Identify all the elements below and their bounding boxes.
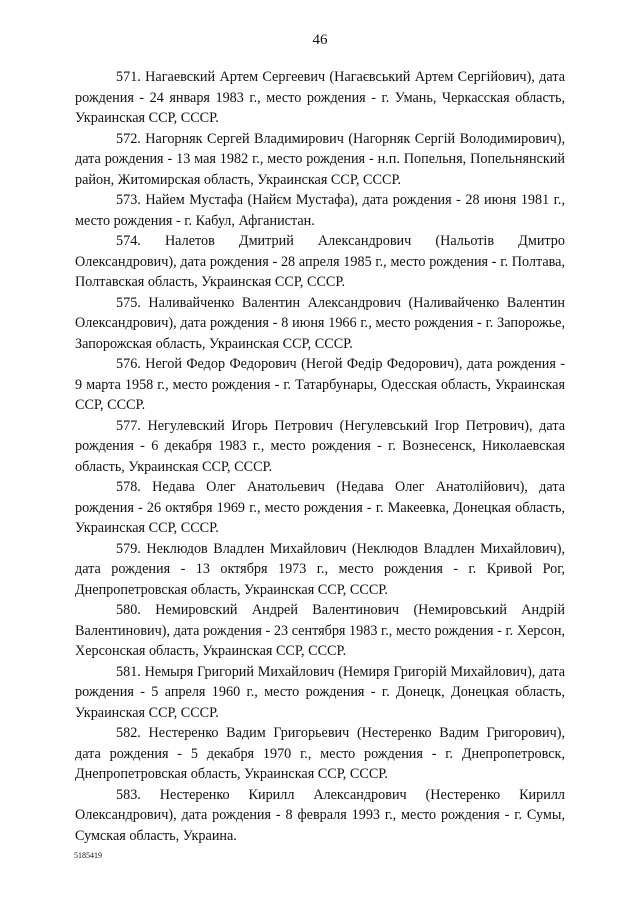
list-item: 574. Налетов Дмитрий Александрович (Нальотів Дмитро Олександрович), дата рождения - 28 апреля 1985 г., место рождения - г. Полтава, Полтавская область, Украинская ССР, СССР.: [75, 233, 565, 290]
list-item: 582. Нестеренко Вадим Григорьевич (Нестеренко Вадим Григорович), дата рождения - 5 декабря 1970 г., место рождения - г. Днепропетровск, Днепропетровская область, Украинская ССР, СССР.: [75, 725, 565, 782]
list-item: 577. Негулевский Игорь Петрович (Негулевський Ігор Петрович), дата рождения - 6 декабря 1983 г., место рождения - г. Вознесенск, Николаевская область, Украинская ССР, СССР.: [75, 417, 565, 475]
list-item: 573. Найем Мустафа (Найєм Мустафа), дата рождения - 28 июня 1981 г., место рождения - г. Кабул, Афганистан.: [75, 192, 565, 229]
document-code: 5185419: [74, 851, 102, 860]
list-item: 580. Немировский Андрей Валентинович (Немировський Андрій Валентинович), дата рождения - 23 сентября 1983 г., место рождения - г. Херсон, Херсонская область, Украинская ССР, СССР.: [75, 602, 565, 659]
list-item: 575. Наливайченко Валентин Александрович (Наливайченко Валентин Олександрович), дата рождения - 8 июня 1966 г., место рождения - г. Запорожье, Запорожская область, Украинская ССР, СССР.: [75, 294, 565, 352]
entry-list: [75, 67, 565, 846]
list-item: 572. Нагорняк Сергей Владимирович (Нагорняк Сергій Володимирович), дата рождения - 13 мая 1982 г., место рождения - н.п. Попельня, Попельнянский район, Житомирская область, Украинская ССР, СССР.: [75, 130, 565, 188]
list-item: 579. Неклюдов Владлен Михайлович (Неклюдов Владлен Михайлович), дата рождения - 13 октября 1973 г., место рождения - г. Кривой Рог, Днепропетровская область, Украинская ССР, СССР.: [75, 540, 565, 598]
list-item: 578. Недава Олег Анатольевич (Недава Олег Анатолійович), дата рождения - 26 октября 1969 г., место рождения - г. Макеевка, Донецкая область, Украинская ССР, СССР.: [75, 479, 565, 536]
list-item: 581. Немыря Григорий Михайлович (Немиря Григорій Михайлович), дата рождения - 5 апреля 1960 г., место рождения - г. Донецк, Донецкая область, Украинская ССР, СССР.: [75, 663, 565, 721]
list-item: 576. Негой Федор Федорович (Негой Федір Федорович), дата рождения - 9 марта 1958 г., место рождения - г. Татарбунары, Одесская область, Украинская ССР, СССР.: [75, 356, 565, 413]
list-item: 571. Нагаевский Артем Сергеевич (Нагаєвський Артем Сергійович), дата рождения - 24 января 1983 г., место рождения - г. Умань, Черкасская область, Украинская ССР, СССР.: [75, 69, 565, 126]
list-item: 583. Нестеренко Кирилл Александрович (Нестеренко Кирилл Олександрович), дата рождения - 8 февраля 1993 г., место рождения - г. Сумы, Сумская область, Украина.: [75, 786, 565, 844]
page-number: 46: [312, 32, 328, 48]
